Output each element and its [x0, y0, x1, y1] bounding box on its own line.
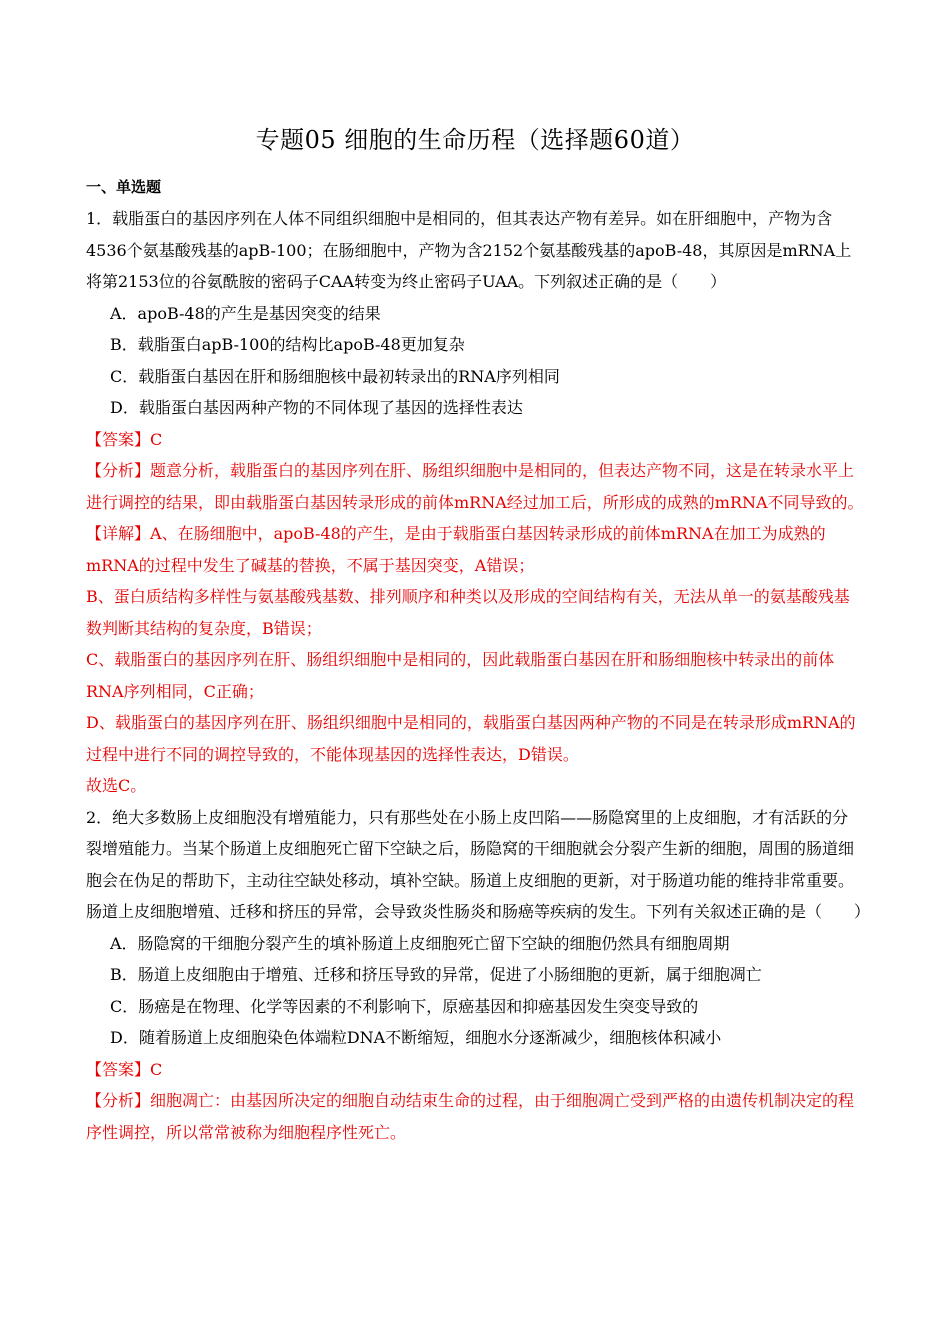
q1-detail-a — [86, 518, 864, 581]
detail-tag: 【详解】 — [86, 524, 151, 543]
answer-value: C — [150, 1059, 163, 1079]
analysis-tag: 【分析】 — [86, 461, 151, 480]
q1-option-c: C．载脂蛋白基因在肝和肠细胞核中最初转录出的RNA序列相同 — [110, 366, 560, 386]
answer-tag: 【答案】 — [86, 1059, 151, 1079]
q1-conclusion: 故选C。 — [86, 776, 147, 795]
q1-stem: 1．载脂蛋白的基因序列在人体不同组织细胞中是相同的，但其表达产物有差异。如在肝细胞中，产物为含4536个氨基酸残基的apB-100；在肠细胞中，产物为含2152个氨基酸残基的apoB-48，其原因是mRNA上将第2153位的谷氨酰胺的密码子CAA转变为终止密码子UAA。下列叙述正确的是（ ） — [86, 209, 852, 291]
q1-option-a: A．apoB-48的产生是基因突变的结果 — [110, 303, 381, 323]
analysis-tag: 【分析】 — [86, 1091, 151, 1110]
q1-detail-b: B、蛋白质结构多样性与氨基酸残基数、排列顺序和种类以及形成的空间结构有关，无法从单一的氨基酸残基数判断其结构的复杂度，B错误； — [86, 587, 850, 638]
q1-analysis — [86, 455, 864, 518]
q2-option-a: A．肠隐窝的干细胞分裂产生的填补肠道上皮细胞死亡留下空缺的细胞仍然具有细胞周期 — [110, 933, 730, 953]
q2-option-d: D．随着肠道上皮细胞染色体端粒DNA不断缩短，细胞水分逐渐减少，细胞核体积减小 — [110, 1028, 722, 1047]
q2-stem: 2．绝大多数肠上皮细胞没有增殖能力，只有那些处在小肠上皮凹陷——肠隐窝里的上皮细胞，才有活跃的分裂增殖能力。当某个肠道上皮细胞死亡留下空缺之后，肠隐窝的干细胞就会分裂产生新的细胞，周围的肠道细胞会在伪足的帮助下，主动往空缺处移动，填补空缺。肠道上皮细胞的更新，对于肠道功能的维持非常重要。肠道上皮细胞增殖、迁移和挤压的异常，会导致炎性肠炎和肠癌等疾病的发生。下列有关叙述正确的是（ ） — [86, 807, 871, 921]
section-heading: 一、单选题 — [86, 178, 162, 196]
document-title: 专题05 细胞的生命历程（选择题60道） — [255, 126, 695, 154]
q1-option-b: B．载脂蛋白apB-100的结构比apoB-48更加复杂 — [110, 335, 465, 354]
analysis-text: 题意分析，载脂蛋白的基因序列在肝、肠组织细胞中是相同的，但表达产物不同，这是在转录水平上进行调控的结果，即由载脂蛋白基因转录形成的前体mRNA经过加工后，所形成的成熟的mRNA不同导致的。 — [86, 461, 864, 512]
q1-detail-c: C、载脂蛋白的基因序列在肝、肠组织细胞中是相同的，因此载脂蛋白基因在肝和肠细胞核中转录出的前体RNA序列相同，C正确； — [86, 650, 835, 701]
q1-answer — [86, 424, 864, 456]
q2-analysis — [86, 1085, 864, 1148]
detail-a-text: A、在肠细胞中，apoB-48的产生，是由于载脂蛋白基因转录形成的前体mRNA在加工为成熟的mRNA的过程中发生了碱基的替换，不属于基因突变，A错误； — [86, 524, 826, 575]
q2-option-c: C．肠癌是在物理、化学等因素的不利影响下，原癌基因和抑癌基因发生突变导致的 — [110, 996, 699, 1016]
analysis-text: 细胞凋亡：由基因所决定的细胞自动结束生命的过程，由于细胞凋亡受到严格的由遗传机制决定的程序性调控，所以常常被称为细胞程序性死亡。 — [86, 1091, 855, 1142]
answer-tag: 【答案】 — [86, 429, 151, 449]
document-body — [86, 203, 871, 1148]
answer-value: C — [150, 429, 163, 449]
q2-option-b: B．肠道上皮细胞由于增殖、迁移和挤压导致的异常，促进了小肠细胞的更新，属于细胞凋亡 — [110, 965, 762, 984]
q1-option-d: D．载脂蛋白基因两种产物的不同体现了基因的选择性表达 — [110, 398, 523, 417]
q1-detail-d: D、载脂蛋白的基因序列在肝、肠组织细胞中是相同的，载脂蛋白基因两种产物的不同是在转录形成mRNA的过程中进行不同的调控导致的，不能体现基因的选择性表达，D错误。 — [86, 713, 856, 764]
q2-answer — [86, 1054, 864, 1086]
